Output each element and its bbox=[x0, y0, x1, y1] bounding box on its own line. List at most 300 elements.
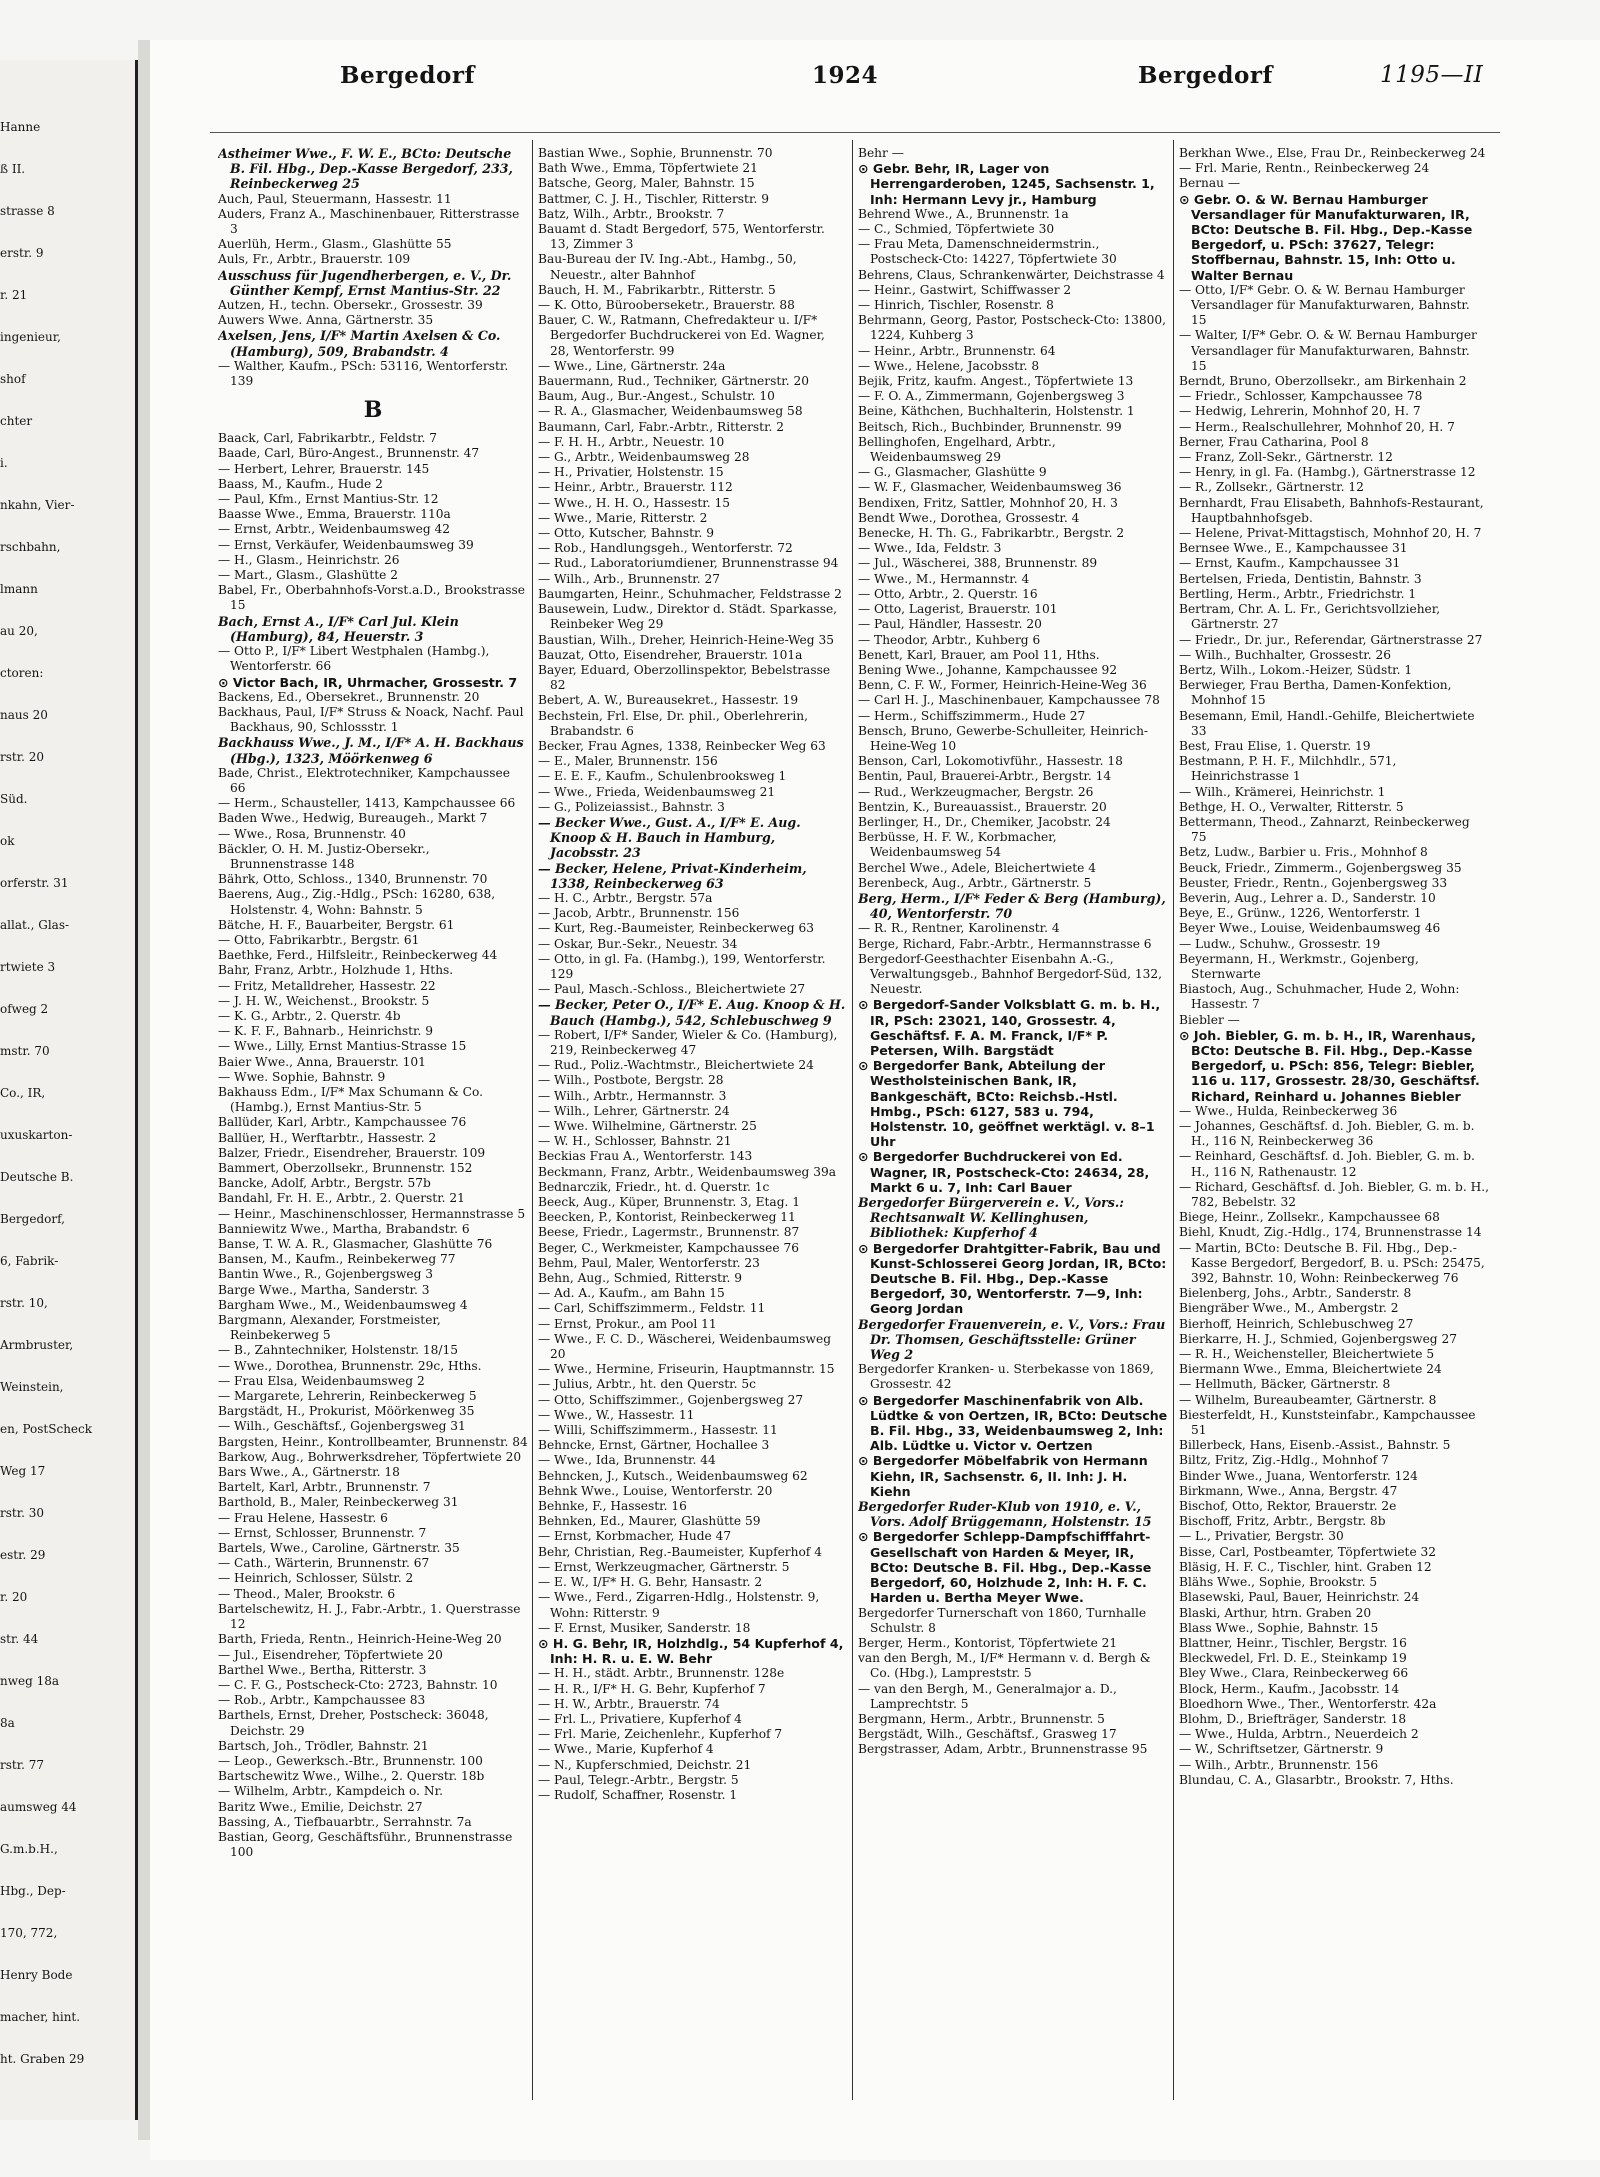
directory-entry: Banse, T. W. A. R., Glasmacher, Glashütte 76 bbox=[218, 1237, 493, 1252]
directory-entry: Biebler — bbox=[1179, 1012, 1240, 1027]
left-page-text: ctoren: bbox=[0, 666, 44, 680]
directory-entry: Baethke, Ferd., Hilfsleitr., Reinbeckerweg 44 bbox=[218, 948, 498, 963]
directory-entry: Battmer, C. J. H., Tischler, Ritterstr. 9 bbox=[538, 191, 769, 206]
directory-entry: — Wwe., Line, Gärtnerstr. 24a bbox=[538, 358, 726, 373]
directory-entry: Bettermann, Theod., Zahnarzt, Reinbeckerweg 75 bbox=[1179, 814, 1470, 845]
directory-entry: — Paul, Telegr.-Arbtr., Bergstr. 5 bbox=[538, 1772, 739, 1787]
directory-entry: Bargmann, Alexander, Forstmeister, Reinbekerweg 5 bbox=[218, 1313, 441, 1343]
directory-entry: Behnk Wwe., Louise, Wentorferstr. 20 bbox=[538, 1483, 773, 1498]
left-page-text: lmann bbox=[0, 582, 38, 596]
left-page-text: ok bbox=[0, 834, 15, 848]
directory-entry: Baack, Carl, Fabrikarbtr., Feldstr. 7 bbox=[218, 431, 438, 446]
directory-entry: — Wwe., Dorothea, Brunnenstr. 29c, Hths. bbox=[218, 1358, 482, 1373]
left-page-text: rtwiete 3 bbox=[0, 960, 56, 974]
directory-entry: Bars Wwe., A., Gärtnerstr. 18 bbox=[218, 1465, 400, 1480]
directory-entry: Bau-Bureau der IV. Ing.-Abt., Hambg., 50, Neuestr., alter Bahnhof bbox=[538, 252, 797, 282]
directory-entry: Berner, Frau Catharina, Pool 8 bbox=[1179, 434, 1369, 449]
directory-entry: Bierkarre, H. J., Schmied, Gojenbergsweg 27 bbox=[1179, 1331, 1457, 1346]
directory-entry: Beeck, Aug., Küper, Brunnenstr. 3, Etag. 1 bbox=[538, 1195, 800, 1210]
directory-entry: Berwieger, Frau Bertha, Damen-Konfektion, Mohnhof 15 bbox=[1179, 678, 1452, 708]
directory-entry: Barthels, Ernst, Dreher, Postscheck: 36048, Deichstr. 29 bbox=[218, 1708, 489, 1738]
directory-entry: Bancke, Adolf, Arbtr., Bergstr. 57b bbox=[218, 1176, 431, 1191]
directory-entry: — Frl. L., Privatiere, Kupferhof 4 bbox=[538, 1711, 742, 1726]
directory-entry: — Wilh., Arb., Brunnenstr. 27 bbox=[538, 571, 720, 586]
directory-entry: — Wwe., Ferd., Zigarren-Hdlg., Holstenstr. 9, Wohn: Ritterstr. 9 bbox=[538, 1590, 820, 1620]
header-left-title: Bergedorf bbox=[340, 62, 475, 89]
directory-entry: Berge, Richard, Fabr.-Arbtr., Hermannstrasse 6 bbox=[858, 936, 1152, 951]
left-page-text: nkahn, Vier- bbox=[0, 498, 75, 512]
left-page-text: rstr. 10, bbox=[0, 1296, 48, 1310]
directory-entry: Barge Wwe., Martha, Sanderstr. 3 bbox=[218, 1282, 430, 1297]
directory-entry: Bastian, Georg, Geschäftsführ., Brunnenstrasse 100 bbox=[218, 1829, 513, 1860]
directory-entry: — F. O. A., Zimmermann, Gojenbergsweg 3 bbox=[858, 389, 1125, 404]
directory-entry: — H. H., städt. Arbtr., Brunnenstr. 128e bbox=[538, 1666, 785, 1681]
left-page-text: Weg 17 bbox=[0, 1464, 46, 1478]
left-page-text: ingenieur, bbox=[0, 330, 61, 344]
left-page-text: rstr. 30 bbox=[0, 1506, 45, 1520]
directory-entry: — G., Polizeiassist., Bahnstr. 3 bbox=[538, 799, 725, 814]
directory-entry: Bergedorfer Turnerschaft von 1860, Turnhalle Schulstr. 8 bbox=[858, 1605, 1147, 1635]
directory-entry: — Wwe. Wilhelmine, Gärtnerstr. 25 bbox=[538, 1119, 757, 1133]
directory-entry: Beckmann, Franz, Arbtr., Weidenbaumsweg 39a bbox=[538, 1164, 836, 1179]
directory-entry: Blattner, Heinr., Tischler, Bergstr. 16 bbox=[1179, 1635, 1407, 1650]
directory-entry: Bäckler, O. H. M. Justiz-Obersekr., Brunnenstrasse 148 bbox=[218, 841, 430, 871]
directory-entry: Bastian Wwe., Sophie, Brunnenstr. 70 bbox=[538, 146, 773, 160]
directory-entry: Barthel Wwe., Bertha, Ritterstr. 3 bbox=[218, 1662, 427, 1677]
directory-entry: — Carl H. J., Maschinenbauer, Kampchaussee 78 bbox=[858, 693, 1160, 708]
directory-entry: — Wilh., Arbtr., Brunnenstr. 156 bbox=[1179, 1757, 1379, 1772]
directory-entry: — F. H. H., Arbtr., Neuestr. 10 bbox=[538, 434, 725, 449]
directory-entry: Ausschuss für Jugendherbergen, e. V., Dr. Günther Kempf, Ernst Mantius-Str. 22 bbox=[218, 267, 512, 298]
header-year: 1924 bbox=[812, 62, 879, 89]
directory-entry: — Julius, Arbtr., ht. den Querstr. 5c bbox=[538, 1377, 756, 1392]
directory-entry: Bade, Christ., Elektrotechniker, Kampchaussee 66 bbox=[218, 765, 510, 795]
directory-entry: Berger, Herm., Kontorist, Töpfertwiete 21 bbox=[858, 1635, 1118, 1650]
directory-entry: Birkmann, Wwe., Anna, Bergstr. 47 bbox=[1179, 1483, 1398, 1498]
directory-entry: — Herm., Realschullehrer, Mohnhof 20, H. 7 bbox=[1179, 419, 1455, 434]
directory-entry: — Ernst, Arbtr., Weidenbaumsweg 42 bbox=[218, 522, 451, 537]
directory-entry: Beckias Frau A., Wentorferstr. 143 bbox=[538, 1149, 753, 1164]
left-page-text: uxuskarton- bbox=[0, 1128, 73, 1142]
directory-entry: Banniewitz Wwe., Martha, Brabandstr. 6 bbox=[218, 1221, 470, 1236]
directory-entry: Berchel Wwe., Adele, Bleichertwiete 4 bbox=[858, 860, 1096, 875]
column-divider bbox=[532, 140, 533, 2100]
directory-entry: — C. F. G., Postscheck-Cto: 2723, Bahnstr. 10 bbox=[218, 1677, 498, 1692]
directory-entry: — Otto, I/F* Gebr. O. & W. Bernau Hamburger Versandlager für Manufakturwaren, Bahnstr. 15 bbox=[1179, 282, 1470, 328]
directory-entry: — Rob., Arbtr., Kampchaussee 83 bbox=[218, 1693, 426, 1708]
directory-entry: — Carl, Schiffszimmerm., Feldstr. 11 bbox=[538, 1301, 766, 1316]
directory-entry: Blasewski, Paul, Bauer, Heinrichstr. 24 bbox=[1179, 1590, 1420, 1605]
directory-entry: Baasse Wwe., Emma, Brauerstr. 110a bbox=[218, 507, 451, 522]
directory-entry: Bischoff, Fritz, Arbtr., Bergstr. 8b bbox=[1179, 1514, 1386, 1529]
directory-entry: Bansen, M., Kaufm., Reinbekerweg 77 bbox=[218, 1252, 456, 1267]
directory-entry: — Ernst, Korbmacher, Hude 47 bbox=[538, 1529, 732, 1544]
directory-entry: Bläsig, H. F. C., Tischler, hint. Graben 12 bbox=[1179, 1559, 1432, 1574]
directory-entry: — Wilh., Postbote, Bergstr. 28 bbox=[538, 1073, 724, 1088]
left-page-text: Hanne bbox=[0, 120, 41, 134]
directory-entry: Batsche, Georg, Maler, Bahnstr. 15 bbox=[538, 176, 755, 191]
directory-entry: — Heinr., Arbtr., Brauerstr. 112 bbox=[538, 480, 733, 495]
firm-entry: ⊙ Bergedorfer Buchdruckerei von Ed. Wagner, IR, Postscheck-Cto: 24634, 28, Markt 6 u. 7, Inh: Carl Bauer bbox=[858, 1149, 1150, 1195]
directory-entry: — Wwe., Ida, Feldstr. 3 bbox=[858, 541, 1002, 556]
firm-entry: ⊙ Gebr. Behr, IR, Lager von Herrengarderoben, 1245, Sachsenstr. 1, Inh: Hermann Levy jr., Hamburg bbox=[858, 161, 1155, 207]
directory-entry: — W. F., Glasmacher, Weidenbaumsweg 36 bbox=[858, 480, 1122, 495]
left-page-text: rschbahn, bbox=[0, 540, 61, 554]
column-divider bbox=[1173, 140, 1174, 2100]
directory-entry: — Wwe., F. C. D., Wäscherei, Weidenbaumsweg 20 bbox=[538, 1331, 831, 1362]
directory-entry: Autzen, H., techn. Obersekr., Grossestr. 39 bbox=[218, 298, 483, 313]
left-page-text: Henry Bode bbox=[0, 1968, 73, 1982]
firm-entry: ⊙ Bergedorfer Maschinenfabrik von Alb. Lüdtke & von Oertzen, IR, BCto: Deutsche B. Fil. Hbg., 33, Weidenbaumsweg 2, Inh: Alb. Lüdtke u. Victor v. Oertzen bbox=[858, 1392, 1168, 1454]
directory-entry: Behrens, Claus, Schrankenwärter, Deichstrasse 4 bbox=[858, 267, 1165, 282]
directory-entry: Auwers Wwe. Anna, Gärtnerstr. 35 bbox=[218, 313, 434, 328]
directory-entry: Blähs Wwe., Sophie, Brookstr. 5 bbox=[1179, 1575, 1378, 1590]
directory-entry: Bethge, H. O., Verwalter, Ritterstr. 5 bbox=[1179, 799, 1404, 814]
directory-entry: — Friedr., Schlosser, Kampchaussee 78 bbox=[1179, 389, 1423, 404]
left-page-text: r. 21 bbox=[0, 288, 28, 302]
directory-entry: Bergedorfer Frauenverein, e. V., Vors.: Frau Dr. Thomsen, Geschäftsstelle: Grüner Weg 2 bbox=[858, 1316, 1166, 1363]
directory-entry: — W. H., Schlosser, Bahnstr. 21 bbox=[538, 1134, 732, 1149]
left-page-text: allat., Glas- bbox=[0, 918, 70, 932]
directory-entry: — Wilh., Lehrer, Gärtnerstr. 24 bbox=[538, 1103, 730, 1118]
directory-entry: Berlinger, H., Dr., Chemiker, Jacobstr. 24 bbox=[858, 814, 1111, 829]
directory-entry: — Ad. A., Kaufm., am Bahn 15 bbox=[538, 1286, 725, 1301]
left-page-text: Armbruster, bbox=[0, 1338, 74, 1352]
directory-entry: — Wilhelm, Bureaubeamter, Gärtnerstr. 8 bbox=[1179, 1392, 1437, 1407]
directory-entry: — Wwe., Rosa, Brunnenstr. 40 bbox=[218, 826, 406, 841]
left-page-text: mstr. 70 bbox=[0, 1044, 50, 1058]
directory-entry: — Frl. Marie, Zeichenlehr., Kupferhof 7 bbox=[538, 1727, 783, 1742]
directory-entry: Block, Herm., Kaufm., Jacobsstr. 14 bbox=[1179, 1681, 1400, 1696]
directory-entry: Beye, E., Grünw., 1226, Wentorferstr. 1 bbox=[1179, 906, 1422, 921]
directory-entry: Baustian, Wilh., Dreher, Heinrich-Heine-Weg 35 bbox=[538, 632, 834, 647]
directory-entry: Bendt Wwe., Dorothea, Grossestr. 4 bbox=[858, 510, 1080, 525]
directory-entry: — Paul, Händler, Hassestr. 20 bbox=[858, 617, 1042, 632]
left-page-text: nweg 18a bbox=[0, 1674, 60, 1688]
directory-entry: Baumgarten, Heinr., Schuhmacher, Feldstrasse 2 bbox=[538, 586, 842, 601]
directory-entry: Berg, Herm., I/F* Feder & Berg (Hamburg), 40, Wentorferstr. 70 bbox=[858, 890, 1166, 922]
directory-entry: — Walther, Kaufm., PSch: 53116, Wentorferstr. 139 bbox=[218, 358, 509, 389]
directory-entry: — Jacob, Arbtr., Brunnenstr. 156 bbox=[538, 906, 740, 921]
left-page-text: chter bbox=[0, 414, 33, 428]
directory-entry: Bernhardt, Frau Elisabeth, Bahnhofs-Restaurant, Hauptbahnhofsgeb. bbox=[1179, 495, 1484, 525]
directory-entry: Biengräber Wwe., M., Ambergstr. 2 bbox=[1179, 1301, 1399, 1316]
directory-column-1 bbox=[218, 146, 528, 2106]
directory-column-2 bbox=[538, 146, 848, 2106]
directory-entry: Behrend Wwe., A., Brunnenstr. 1a bbox=[858, 206, 1069, 221]
left-page-text: str. 44 bbox=[0, 1632, 39, 1646]
left-page-text: orferstr. 31 bbox=[0, 876, 69, 890]
directory-entry: — Willi, Schiffszimmerm., Hassestr. 11 bbox=[538, 1423, 778, 1438]
directory-entry: — Wwe., Marie, Ritterstr. 2 bbox=[538, 510, 708, 525]
directory-entry: — Frau Helene, Hassestr. 6 bbox=[218, 1510, 388, 1525]
directory-entry: — Friedr., Dr. jur., Referendar, Gärtnerstrasse 27 bbox=[1179, 632, 1483, 647]
left-page-text: G.m.b.H., bbox=[0, 1842, 58, 1856]
section-letter: B bbox=[363, 397, 383, 424]
directory-entry: Bergedorfer Ruder-Klub von 1910, e. V., Vors. Adolf Brüggemann, Holstenstr. 15 bbox=[858, 1499, 1152, 1530]
directory-entry: — Heinr., Gastwirt, Schiffwasser 2 bbox=[858, 282, 1072, 297]
directory-entry: Beitsch, Rich., Buchbinder, Brunnenstr. 99 bbox=[858, 419, 1122, 434]
directory-entry: Bellinghofen, Engelhard, Arbtr., Weidenbaumsweg 29 bbox=[858, 434, 1056, 465]
directory-entry: Biltz, Fritz, Zig.-Hdlg., Mohnhof 7 bbox=[1179, 1453, 1389, 1468]
directory-entry: — R. H., Weichensteller, Bleichertwiete 5 bbox=[1179, 1347, 1435, 1362]
firm-entry: ⊙ Bergedorf-Sander Volksblatt G. m. b. H., IR, PSch: 23021, 140, Grossestr. 4, Geschäftsf. F. A. M. Franck, I/F* P. Petersen, Wilh. Bargstädt bbox=[858, 997, 1161, 1058]
directory-entry: Beese, Friedr., Lagermstr., Brunnenstr. 87 bbox=[538, 1225, 800, 1240]
directory-entry: Behm, Paul, Maler, Wentorferstr. 23 bbox=[538, 1255, 760, 1270]
directory-entry: Bley Wwe., Clara, Reinbeckerweg 66 bbox=[1179, 1666, 1409, 1681]
directory-entry: Bernsee Wwe., E., Kampchaussee 31 bbox=[1179, 541, 1408, 556]
directory-entry: — Frau Elsa, Weidenbaumsweg 2 bbox=[218, 1373, 425, 1388]
directory-entry: — Hedwig, Lehrerin, Mohnhof 20, H. 7 bbox=[1179, 404, 1421, 419]
directory-entry: Biehl, Knudt, Zig.-Hdlg., 174, Brunnenstrasse 14 bbox=[1179, 1225, 1482, 1240]
directory-entry: — N., Kupferschmied, Deichstr. 21 bbox=[538, 1757, 752, 1772]
directory-entry: — Reinhard, Geschäftsf. d. Joh. Biebler, G. m. b. H., 116 N, Rathenaustr. 12 bbox=[1179, 1149, 1475, 1179]
directory-entry: — Wilh., Buchhalter, Grossestr. 26 bbox=[1179, 647, 1391, 662]
directory-entry: — H. C., Arbtr., Bergstr. 57a bbox=[538, 890, 713, 905]
directory-entry: Bleckwedel, Frl. D. E., Steinkamp 19 bbox=[1179, 1651, 1407, 1666]
directory-entry: — W., Schriftsetzer, Gärtnerstr. 9 bbox=[1179, 1742, 1384, 1757]
directory-entry: — H. W., Arbtr., Brauerstr. 74 bbox=[538, 1696, 720, 1711]
directory-entry: — Paul, Masch.-Schloss., Bleichertwiete 27 bbox=[538, 982, 806, 997]
directory-entry: — K. F. F., Bahnarb., Heinrichstr. 9 bbox=[218, 1024, 433, 1039]
directory-entry: Bergedorfer Kranken- u. Sterbekasse von 1869, Grossestr. 42 bbox=[858, 1362, 1154, 1392]
directory-entry: Behncke, Ernst, Gärtner, Hochallee 3 bbox=[538, 1438, 770, 1453]
directory-entry: Baerens, Aug., Zig.-Hdlg., PSch: 16280, 638, Holstenstr. 4, Wohn: Bahnstr. 5 bbox=[218, 887, 496, 917]
directory-entry: — Rud., Werkzeugmacher, Bergstr. 26 bbox=[858, 784, 1094, 799]
directory-entry: — Wwe., M., Hermannstr. 4 bbox=[858, 571, 1030, 586]
directory-entry: — Wilh., Geschäftsf., Gojenbergsweg 31 bbox=[218, 1419, 466, 1434]
directory-entry: — Leop., Gewerksch.-Btr., Brunnenstr. 100 bbox=[218, 1753, 483, 1768]
firm-entry: ⊙ Bergedorfer Bank, Abteilung der Westholsteinischen Bank, IR, Bankgeschäft, BCto: Reichsb.-Hstl. Hmbg., PSch: 6127, 583 u. 794, Holstenstr. 10, geöffnet werktägl. v. 8–1 Uhr bbox=[858, 1058, 1155, 1150]
directory-entry: Bensch, Bruno, Gewerbe-Schulleiter, Heinrich-Heine-Weg 10 bbox=[858, 723, 1149, 753]
directory-entry: — Henry, in gl. Fa. (Hambg.), Gärtnerstrasse 12 bbox=[1179, 465, 1476, 480]
directory-entry: — Jul., Wäscherei, 388, Brunnenstr. 89 bbox=[858, 556, 1098, 571]
directory-entry: — Wilh., Arbtr., Hermannstr. 3 bbox=[538, 1088, 727, 1103]
directory-entry: — Otto, Kutscher, Bahnstr. 9 bbox=[538, 526, 714, 541]
directory-entry: — Wwe. Sophie, Bahnstr. 9 bbox=[218, 1069, 386, 1084]
directory-entry: — Wwe., Hermine, Friseurin, Hauptmannstr. 15 bbox=[538, 1362, 835, 1377]
directory-entry: Benn, C. F. W., Former, Heinrich-Heine-Weg 36 bbox=[858, 678, 1147, 693]
directory-entry: Barkow, Aug., Bohrwerksdreher, Töpfertwiete 20 bbox=[218, 1449, 522, 1464]
left-page-text: rstr. 77 bbox=[0, 1758, 45, 1772]
directory-entry: Bertelsen, Frieda, Dentistin, Bahnstr. 3 bbox=[1179, 571, 1422, 586]
directory-entry: — Mart., Glasm., Glashütte 2 bbox=[218, 568, 398, 583]
directory-entry: — Heinr., Maschinenschlosser, Hermannstrasse 5 bbox=[218, 1206, 526, 1221]
directory-entry: — Fritz, Metalldreher, Hassestr. 22 bbox=[218, 978, 436, 993]
directory-entry: Bentin, Paul, Brauerei-Arbtr., Bergstr. 14 bbox=[858, 769, 1112, 784]
directory-entry: Baade, Carl, Büro-Angest., Brunnenstr. 47 bbox=[218, 446, 480, 461]
firm-entry: ⊙ Victor Bach, IR, Uhrmacher, Grossestr. 7 bbox=[218, 674, 518, 690]
directory-entry: — K. Otto, Bürooberseketr., Brauerstr. 88 bbox=[538, 298, 795, 313]
directory-entry: Bartelschewitz, H. J., Fabr.-Arbtr., 1. Querstrasse 12 bbox=[218, 1601, 521, 1632]
directory-entry: Berndt, Bruno, Oberzollsekr., am Birkenhain 2 bbox=[1179, 374, 1467, 389]
left-page-text: i. bbox=[0, 456, 8, 470]
directory-entry: Blohm, D., Briefträger, Sanderstr. 18 bbox=[1179, 1711, 1407, 1726]
directory-entry: — Wwe., Lilly, Ernst Mantius-Strasse 15 bbox=[218, 1039, 467, 1054]
directory-entry: — Rob., Handlungsgeh., Wentorferstr. 72 bbox=[538, 541, 793, 556]
directory-entry: Bargham Wwe., M., Weidenbaumsweg 4 bbox=[218, 1297, 468, 1312]
directory-entry: — van den Bergh, M., Generalmajor a. D., Lamprechtstr. 5 bbox=[858, 1681, 1117, 1711]
directory-entry: Behr, Christian, Reg.-Baumeister, Kupferhof 4 bbox=[538, 1544, 822, 1559]
directory-entry: Behnke, F., Hassestr. 16 bbox=[538, 1499, 687, 1514]
directory-entry: — Otto P., I/F* Libert Westphalen (Hambg.), Wentorferstr. 66 bbox=[218, 644, 490, 674]
directory-entry: Berkhan Wwe., Else, Frau Dr., Reinbeckerweg 24 bbox=[1179, 146, 1486, 160]
directory-entry: — Ernst, Prokur., am Pool 11 bbox=[538, 1316, 717, 1331]
left-page-text: erstr. 9 bbox=[0, 246, 44, 260]
directory-entry: Bisse, Carl, Postbeamter, Töpfertwiete 32 bbox=[1179, 1544, 1437, 1559]
directory-entry: Behnken, Ed., Maurer, Glashütte 59 bbox=[538, 1514, 761, 1529]
directory-entry: — Otto, Arbtr., 2. Querstr. 16 bbox=[858, 586, 1038, 601]
directory-entry: Bauer, C. W., Ratmann, Chefredakteur u. I/F* Bergedorfer Buchdruckerei von Ed. Wagner, 28, Wentorferstr. 99 bbox=[538, 313, 825, 358]
directory-entry: — Ludw., Schuhw., Grossestr. 19 bbox=[1179, 936, 1381, 951]
directory-entry: Blass Wwe., Sophie, Bahnstr. 15 bbox=[1179, 1620, 1379, 1635]
directory-entry: Baden Wwe., Hedwig, Bureaugeh., Markt 7 bbox=[218, 811, 488, 826]
directory-entry: Baum, Aug., Bur.-Angest., Schulstr. 10 bbox=[538, 389, 775, 404]
directory-entry: Bauamt d. Stadt Bergedorf, 575, Wentorferstr. 13, Zimmer 3 bbox=[538, 222, 825, 252]
directory-entry: Bergstädt, Wilh., Geschäftsf., Grasweg 17 bbox=[858, 1727, 1117, 1742]
left-page-text: au 20, bbox=[0, 624, 38, 638]
directory-entry: Bentzin, K., Bureauassist., Brauerstr. 20 bbox=[858, 799, 1107, 814]
firm-entry: ⊙ Bergedorfer Schlepp-Dampfschifffahrt-Gesellschaft von Harden & Meyer, IR, BCto: Deutsche B. Fil. Hbg., Dep.-Kasse Bergedorf, 60, Holzhude 2, Inh: H. F. C. Harden u. Bertha Meyer Wwe. bbox=[858, 1529, 1152, 1606]
directory-entry: — Paul, Kfm., Ernst Mantius-Str. 12 bbox=[218, 492, 439, 507]
directory-entry: — Rudolf, Schaffner, Rosenstr. 1 bbox=[538, 1787, 738, 1802]
directory-entry: — Becker, Peter O., I/F* E. Aug. Knoop & H. Bauch (Hambg.), 542, Schlebuschweg 9 bbox=[538, 997, 846, 1028]
directory-entry: — E., Maler, Brunnenstr. 156 bbox=[538, 754, 718, 769]
directory-entry: Backhauss Wwe., J. M., I/F* A. H. Backhaus (Hbg.), 1323, Möörkenweg 6 bbox=[218, 735, 524, 766]
directory-entry: Backens, Ed., Obersekret., Brunnenstr. 20 bbox=[218, 689, 480, 704]
directory-entry: Bauermann, Rud., Techniker, Gärtnerstr. 20 bbox=[538, 374, 809, 389]
directory-entry: Bergstrasser, Adam, Arbtr., Brunnenstrasse 95 bbox=[858, 1742, 1148, 1757]
directory-entry: — Ernst, Kaufm., Kampchaussee 31 bbox=[1179, 556, 1401, 571]
directory-entry: — C., Schmied, Töpfertwiete 30 bbox=[858, 222, 1055, 237]
left-page-text: Süd. bbox=[0, 792, 28, 806]
directory-entry: — Helene, Privat-Mittagstisch, Mohnhof 20, H. 7 bbox=[1179, 526, 1482, 541]
directory-entry: — Martin, BCto: Deutsche B. Fil. Hbg., Dep.-Kasse Bergedorf, Bergedorf, B. u. PSch: 25475, 392, Bahnstr. 10, Wohn: Reinbeckerweg 76 bbox=[1179, 1240, 1485, 1286]
directory-entry: — Wwe., W., Hassestr. 11 bbox=[538, 1407, 695, 1422]
directory-entry: Astheimer Wwe., F. W. E., BCto: Deutsche B. Fil. Hbg., Dep.-Kasse Bergedorf, 233, Reinbeckerweg 25 bbox=[218, 146, 513, 192]
directory-entry: Bammert, Oberzollsekr., Brunnenstr. 152 bbox=[218, 1161, 473, 1175]
directory-entry: Bergmann, Herm., Arbtr., Brunnenstr. 5 bbox=[858, 1711, 1105, 1726]
left-page-text: Deutsche B. bbox=[0, 1170, 74, 1184]
left-page-fragment bbox=[0, 60, 138, 2120]
directory-entry: — G., Arbtr., Weidenbaumsweg 28 bbox=[538, 450, 750, 465]
directory-entry: — Wilh., Krämerei, Heinrichstr. 1 bbox=[1179, 784, 1386, 799]
left-page-text: Weinstein, bbox=[0, 1380, 64, 1394]
directory-entry: Biege, Heinr., Zollsekr., Kampchaussee 68 bbox=[1179, 1210, 1440, 1225]
firm-entry: ⊙ Bergedorfer Möbelfabrik von Hermann Kiehn, IR, Sachsenstr. 6, II. Inh: J. H. Kiehn bbox=[858, 1453, 1148, 1499]
directory-entry: — F. Ernst, Musiker, Sanderstr. 18 bbox=[538, 1620, 751, 1635]
column-divider bbox=[852, 140, 853, 2100]
directory-entry: Bach, Ernst A., I/F* Carl Jul. Klein (Hamburg), 84, Heuerstr. 3 bbox=[218, 613, 459, 644]
directory-entry: Baritz Wwe., Emilie, Deichstr. 27 bbox=[218, 1799, 423, 1814]
directory-entry: Bargstädt, H., Prokurist, Möörkenweg 35 bbox=[218, 1404, 475, 1419]
left-page-text: 6, Fabrik- bbox=[0, 1254, 59, 1268]
directory-entry: Blaski, Arthur, htrn. Graben 20 bbox=[1179, 1605, 1372, 1620]
directory-entry: Binder Wwe., Juana, Wentorferstr. 124 bbox=[1179, 1468, 1418, 1483]
directory-entry: van den Bergh, M., I/F* Hermann v. d. Bergh & Co. (Hbg.), Lampreststr. 5 bbox=[858, 1651, 1151, 1681]
directory-entry: Bischof, Otto, Rektor, Brauerstr. 2e bbox=[1179, 1499, 1397, 1514]
directory-entry: Berenbeck, Aug., Arbtr., Gärtnerstr. 5 bbox=[858, 875, 1092, 890]
directory-entry: Behn, Aug., Schmied, Ritterstr. 9 bbox=[538, 1271, 742, 1286]
left-page-text: ß II. bbox=[0, 162, 26, 176]
directory-entry: Beine, Käthchen, Buchhalterin, Holstenstr. 1 bbox=[858, 404, 1135, 419]
directory-entry: Beyer Wwe., Louise, Weidenbaumsweg 46 bbox=[1179, 921, 1441, 936]
directory-entry: — Wilhelm, Arbtr., Kampdeich o. Nr. bbox=[218, 1784, 443, 1799]
directory-entry: Bertram, Chr. A. L. Fr., Gerichtsvollzieher, Gärtnerstr. 27 bbox=[1179, 602, 1441, 632]
directory-entry: Bechstein, Frl. Else, Dr. phil., Oberlehrerin, Brabandstr. 6 bbox=[538, 708, 808, 738]
directory-entry: — H., Privatier, Holstenstr. 15 bbox=[538, 465, 724, 480]
directory-entry: Barth, Frieda, Rentn., Heinrich-Heine-Weg 20 bbox=[218, 1632, 502, 1647]
directory-entry: Benecke, H. Th. G., Fabrikarbtr., Bergstr. 2 bbox=[858, 526, 1125, 541]
directory-entry: — Theodor, Arbtr., Kuhberg 6 bbox=[858, 632, 1041, 647]
directory-entry: Bednarczik, Friedr., ht. d. Querstr. 1c bbox=[538, 1179, 770, 1194]
left-page-text: 170, 772, bbox=[0, 1926, 58, 1940]
directory-entry: Bartschewitz Wwe., Wilhe., 2. Querstr. 18b bbox=[218, 1769, 485, 1784]
directory-entry: Auders, Franz A., Maschinenbauer, Ritterstrasse 3 bbox=[218, 206, 520, 237]
directory-entry: Auch, Paul, Steuermann, Hassestr. 11 bbox=[218, 191, 452, 206]
directory-entry: Ballüer, H., Werftarbtr., Hassestr. 2 bbox=[218, 1130, 437, 1145]
directory-entry: — B., Zahntechniker, Holstenstr. 18/15 bbox=[218, 1343, 459, 1358]
directory-entry: — G., Glasmacher, Glashütte 9 bbox=[858, 465, 1047, 480]
directory-entry: — Richard, Geschäftsf. d. Joh. Biebler, G. m. b. H., 782, Bebelstr. 32 bbox=[1179, 1179, 1489, 1210]
directory-entry: Bendixen, Fritz, Sattler, Mohnhof 20, H. 3 bbox=[858, 495, 1118, 510]
directory-entry: Baumann, Carl, Fabr.-Arbtr., Ritterstr. 2 bbox=[538, 419, 785, 434]
directory-entry: — Otto, Lagerist, Brauerstr. 101 bbox=[858, 602, 1058, 617]
directory-entry: Bebert, A. W., Bureausekret., Hassestr. 19 bbox=[538, 693, 799, 708]
left-page-text: ofweg 2 bbox=[0, 1002, 49, 1016]
header-right-title: Bergedorf bbox=[1138, 62, 1273, 89]
directory-entry: Beuster, Friedr., Rentn., Gojenbergsweg 33 bbox=[1179, 875, 1448, 890]
directory-entry: Barthold, B., Maler, Reinbeckerweg 31 bbox=[218, 1495, 459, 1510]
directory-entry: Behr — bbox=[858, 146, 904, 160]
directory-entry: Bausewein, Ludw., Direktor d. Städt. Sparkasse, Reinbeker Weg 29 bbox=[538, 602, 838, 632]
directory-entry: Biesterfeldt, H., Kunststeinfabr., Kampchaussee 51 bbox=[1179, 1407, 1476, 1438]
directory-entry: Bandahl, Fr. H. E., Arbtr., 2. Querstr. 21 bbox=[218, 1191, 465, 1206]
header-page-number: 1195—II bbox=[1380, 62, 1484, 88]
directory-entry: Baass, M., Kaufm., Hude 2 bbox=[218, 476, 383, 491]
directory-entry: Bestmann, P. H. F., Milchhdlr., 571, Heinrichstrasse 1 bbox=[1179, 754, 1397, 784]
header-rule bbox=[210, 132, 1500, 133]
directory-entry: — Theod., Maler, Brookstr. 6 bbox=[218, 1586, 396, 1601]
directory-entry: — Becker Wwe., Gust. A., I/F* E. Aug. Knoop & H. Bauch in Hamburg, Jacobsstr. 23 bbox=[538, 814, 801, 861]
left-page-text: en, PostScheck bbox=[0, 1422, 93, 1436]
directory-entry: Bargsten, Heinr., Kontrollbeamter, Brunnenstr. 84 bbox=[218, 1434, 528, 1449]
directory-entry: Beverin, Aug., Lehrer a. D., Sanderstr. 10 bbox=[1179, 890, 1436, 905]
directory-entry: Bährk, Otto, Schloss., 1340, Brunnenstr. 70 bbox=[218, 872, 488, 887]
directory-entry: — L., Privatier, Bergstr. 30 bbox=[1179, 1529, 1344, 1544]
directory-entry: Beuck, Friedr., Zimmerm., Gojenbergsweg 35 bbox=[1179, 860, 1462, 875]
directory-entry: Bergedorfer Bürgerverein e. V., Vors.: Rechtsanwalt W. Kellinghusen, Bibliothek: Kupferhof 4 bbox=[858, 1195, 1124, 1241]
directory-entry: Berbüsse, H. F. W., Korbmacher, Weidenbaumsweg 54 bbox=[858, 830, 1057, 860]
directory-entry: — Robert, I/F* Sander, Wieler & Co. (Hamburg), 219, Reinbeckerweg 47 bbox=[538, 1027, 838, 1057]
directory-entry: — Rud., Poliz.-Wachtmstr., Bleichertwiete 24 bbox=[538, 1058, 814, 1073]
directory-entry: — Wwe., Ida, Brunnenstr. 44 bbox=[538, 1453, 716, 1468]
directory-entry: — Walter, I/F* Gebr. O. & W. Bernau Hamburger Versandlager für Manufakturwaren, Bahnstr. 15 bbox=[1179, 328, 1477, 373]
directory-entry: Bakhauss Edm., I/F* Max Schumann & Co. (Hambg.), Ernst Mantius-Str. 5 bbox=[218, 1084, 483, 1115]
directory-entry: — Cath., Wärterin, Brunnenstr. 67 bbox=[218, 1556, 430, 1571]
directory-entry: — K. G., Arbtr., 2. Querstr. 4b bbox=[218, 1008, 401, 1023]
directory-entry: Behncken, J., Kutsch., Weidenbaumsweg 62 bbox=[538, 1468, 808, 1483]
directory-entry: — E. E. F., Kaufm., Schulenbrooksweg 1 bbox=[538, 769, 787, 784]
directory-entry: Batz, Wilh., Arbtr., Brookstr. 7 bbox=[538, 206, 725, 221]
directory-entry: — Wwe., Helene, Jacobsstr. 8 bbox=[858, 358, 1040, 373]
directory-entry: Bantin Wwe., R., Gojenbergsweg 3 bbox=[218, 1267, 434, 1282]
book-gutter bbox=[138, 40, 150, 2140]
directory-entry: Bernau — bbox=[1179, 176, 1241, 191]
directory-entry: — Hellmuth, Bäcker, Gärtnerstr. 8 bbox=[1179, 1377, 1391, 1392]
directory-entry: — Ernst, Werkzeugmacher, Gärtnerstr. 5 bbox=[538, 1559, 790, 1574]
left-page-text: aumsweg 44 bbox=[0, 1800, 77, 1814]
